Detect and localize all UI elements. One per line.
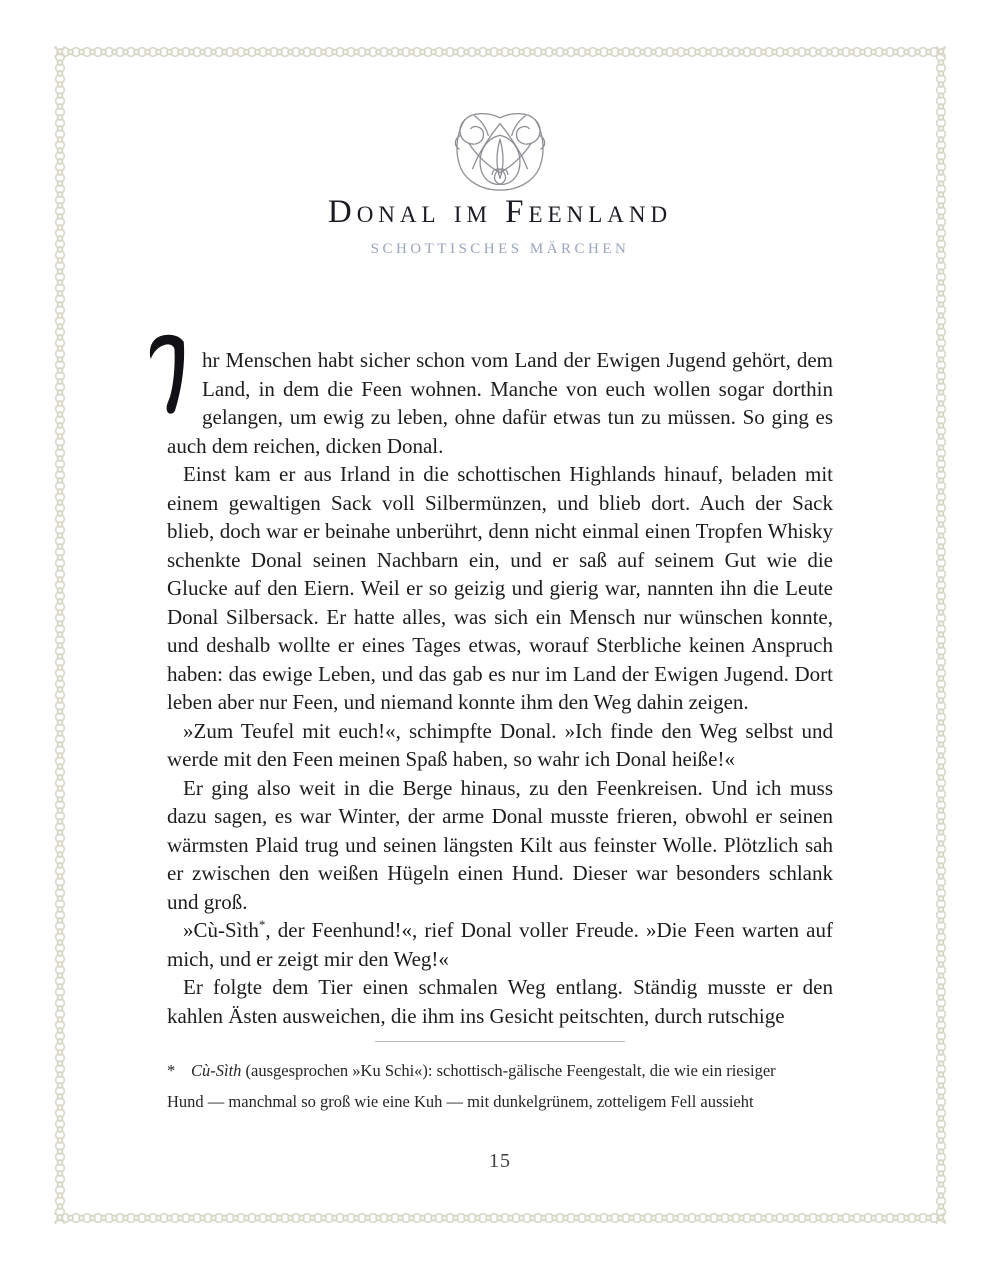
- page-title: Donal im Feenland: [327, 194, 673, 230]
- border-chain-top: [54, 46, 946, 58]
- story-paragraph-text: hr Menschen habt sicher schon vom Land der Ewigen Jugend gehört, dem Land, in dem die Feen wohnen. Manche von euch wollen sogar dorthin gelangen, um ewig zu leben, ohne dafür etwas tun zu müssen. So ging es auch dem reichen, dicken Donal.: [167, 348, 833, 458]
- footnote-marker: *: [167, 1061, 176, 1080]
- story-paragraph-text: , der Feenhund!«, rief Donal voller Freude. »Die Feen warten auf mich, und er zeigt mir den Weg!«: [167, 918, 833, 971]
- story-paragraph: Er folgte dem Tier einen schmalen Weg entlang. Ständig musste er den kahlen Ästen ausweichen, die ihm ins Gesicht peitschten, durch rutschige: [167, 975, 833, 1028]
- footnote-term: Cù-Sìth: [191, 1061, 242, 1080]
- story-paragraph: [167, 916, 833, 973]
- page-subtitle: SCHOTTISCHES MÄRCHEN: [370, 241, 630, 257]
- story-paragraph: »Zum Teufel mit euch!«, schimpfte Donal. »Ich finde den Weg selbst und werde mit den Feen meinen Spaß haben, so wahr ich Donal heiße!«: [167, 718, 833, 771]
- celtic-knot-icon: [0, 110, 1000, 201]
- footnote: [167, 1055, 815, 1117]
- footnote-reference-star: *: [258, 917, 266, 932]
- story-body: [167, 346, 833, 1030]
- border-chain-bottom: [54, 1212, 946, 1224]
- story-paragraph: Einst kam er aus Irland in die schottischen Highlands hinauf, beladen mit einem gewaltigen Sack voll Silbermünzen, und blieb dort. Auch der Sack blieb, doch war er beinahe unberührt, denn nicht einmal einen Tropfen Whisky schenkte Donal seinen Nachbarn ein, und er saß auf seinem Gut wie die Glucke auf den Eiern. Weil er so geizig und gierig war, nannten ihn die Leute Donal Silbersack. Er hatte alles, was sich ein Mensch nur wünschen konnte, und deshalb wollte er eines Tages etwas, worauf Sterbliche keinen Anspruch haben: das ewige Leben, und das gab es nur im Land der Ewigen Jugend. Dort leben aber nur Feen, und niemand konnte ihm den Weg dahin zeigen.: [167, 462, 833, 714]
- footnote-divider: [375, 1041, 625, 1042]
- story-paragraph: Er ging also weit in die Berge hinaus, zu den Feenkreisen. Und ich muss dazu sagen, es war Winter, der arme Donal musste frieren, obwohl er seinen wärmsten Plaid trug und seinen längsten Kilt aus feinster Wolle. Plötzlich sah er zwischen den weißen Hügeln einen Hund. Dieser war besonders schlank und groß.: [167, 775, 833, 914]
- story-paragraph-text: »Cù-Sìth: [183, 918, 259, 942]
- story-paragraph: [167, 346, 833, 460]
- drop-cap: [149, 346, 193, 428]
- footnote-text: (ausgesprochen »Ku Schi«): schottisch-gälische Feengestalt, die wie ein riesiger Hund — manchmal so groß wie eine Kuh — mit dunkelgrünem, zotteligem Fell aussieht: [167, 1061, 776, 1111]
- page-number: 15: [489, 1150, 511, 1172]
